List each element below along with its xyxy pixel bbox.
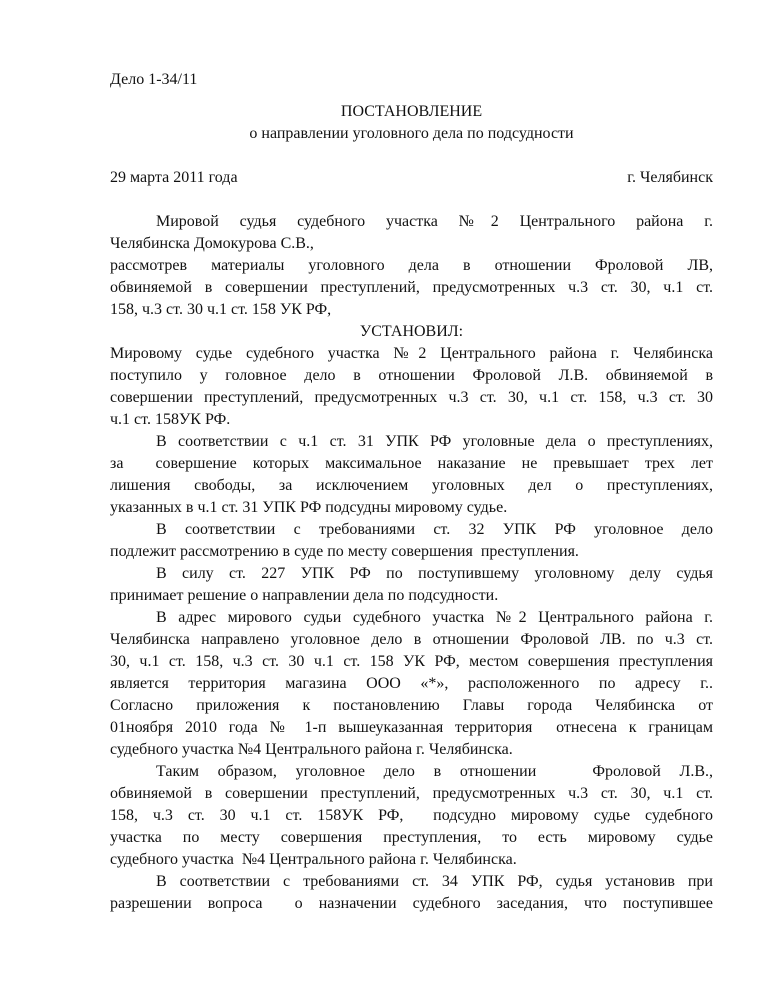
text-line: за совершение которых максимальное наказание не превышает трех лет (110, 455, 713, 472)
text-line: 158, ч.3 ст. 30 ч.1 ст. 158УК РФ, подсудно мировому судье судебного (110, 807, 713, 824)
text-line: принимает решение о направлении дела по подсудности. (110, 587, 499, 604)
text-line: Мировой судья судебного участка №2 Центрального района г. (156, 213, 713, 230)
text-line: разрешении вопроса о назначении судебного заседания, что поступившее (110, 895, 713, 912)
document-title: ПОСТАНОВЛЕНИЕ (340, 103, 483, 120)
text-line: указанных в ч.1 ст. 31 УПК РФ подсудны мировому судье. (110, 499, 508, 516)
text-line: В соответствии с требованиями ст. 34 УПК РФ, судья установив при (156, 873, 713, 890)
text-line: 01ноября 2010 года № 1-п вышеуказанная территория отнесена к границам (110, 719, 713, 736)
text-line: 158, ч.3 ст. 30 ч.1 ст. 158 УК РФ, (110, 301, 332, 318)
text-line: Челябинска Домокурова С.В., (110, 235, 314, 252)
document-city: г. Челябинск (627, 169, 713, 186)
document-subtitle: о направлении уголовного дела по подсудности (249, 125, 574, 142)
text-line: участка по месту совершения преступления, то есть мировому судье (110, 829, 713, 846)
text-line: В соответствии с требованиями ст. 32 УПК РФ уголовное дело (156, 521, 713, 538)
text-line: 30, ч.1 ст. 158, ч.3 ст. 30 ч.1 ст. 158 УК РФ, местом совершения преступления (110, 653, 713, 670)
text-line: В адрес мирового судьи судебного участка №2 Центрального района г. (156, 609, 713, 626)
text-line: Челябинска направлено уголовное дело в отношении Фроловой ЛВ. по ч.3 ст. (110, 631, 713, 648)
text-line: обвиняемой в совершении преступлений, предусмотренных ч.3 ст. 30, ч.1 ст. (110, 279, 713, 296)
text-line: Таким образом, уголовное дело в отношении Фроловой Л.В., (156, 763, 713, 780)
section-heading: УСТАНОВИЛ: (359, 323, 464, 340)
text-line: подлежит рассмотрению в суде по месту совершения преступления. (110, 543, 579, 560)
text-line: лишения свободы, за исключением уголовных дел о преступлениях, (110, 477, 713, 494)
text-line: обвиняемой в совершении преступлений, предусмотренных ч.3 ст. 30, ч.1 ст. (110, 785, 713, 802)
text-line: ч.1 ст. 158УК РФ. (110, 411, 231, 428)
text-line: судебного участка №4 Центрального района г. Челябинска. (110, 741, 513, 758)
text-line: рассмотрев материалы уголовного дела в отношении Фроловой ЛВ, (110, 257, 713, 274)
text-line: поступило у головное дело в отношении Фроловой Л.В. обвиняемой в (110, 367, 713, 384)
text-line: Согласно приложения к постановлению Главы города Челябинска от (110, 697, 713, 714)
text-line: В силу ст. 227 УПК РФ по поступившему уголовному делу судья (156, 565, 713, 582)
text-line: В соответствии с ч.1 ст. 31 УПК РФ уголовные дела о преступлениях, (156, 433, 713, 450)
text-line: совершении преступлений, предусмотренных ч.3 ст. 30, ч.1 ст. 158, ч.3 ст. 30 (110, 389, 713, 406)
text-line: судебного участка №4 Центрального района г. Челябинска. (110, 851, 517, 868)
text-line: Мировому судье судебного участка №2 Центрального района г. Челябинска (110, 345, 713, 362)
text-line: является территория магазина ООО «*», расположенного по адресу г.. (110, 675, 713, 692)
document-date: 29 марта 2011 года (110, 169, 238, 186)
case-number: Дело 1-34/11 (110, 71, 198, 88)
